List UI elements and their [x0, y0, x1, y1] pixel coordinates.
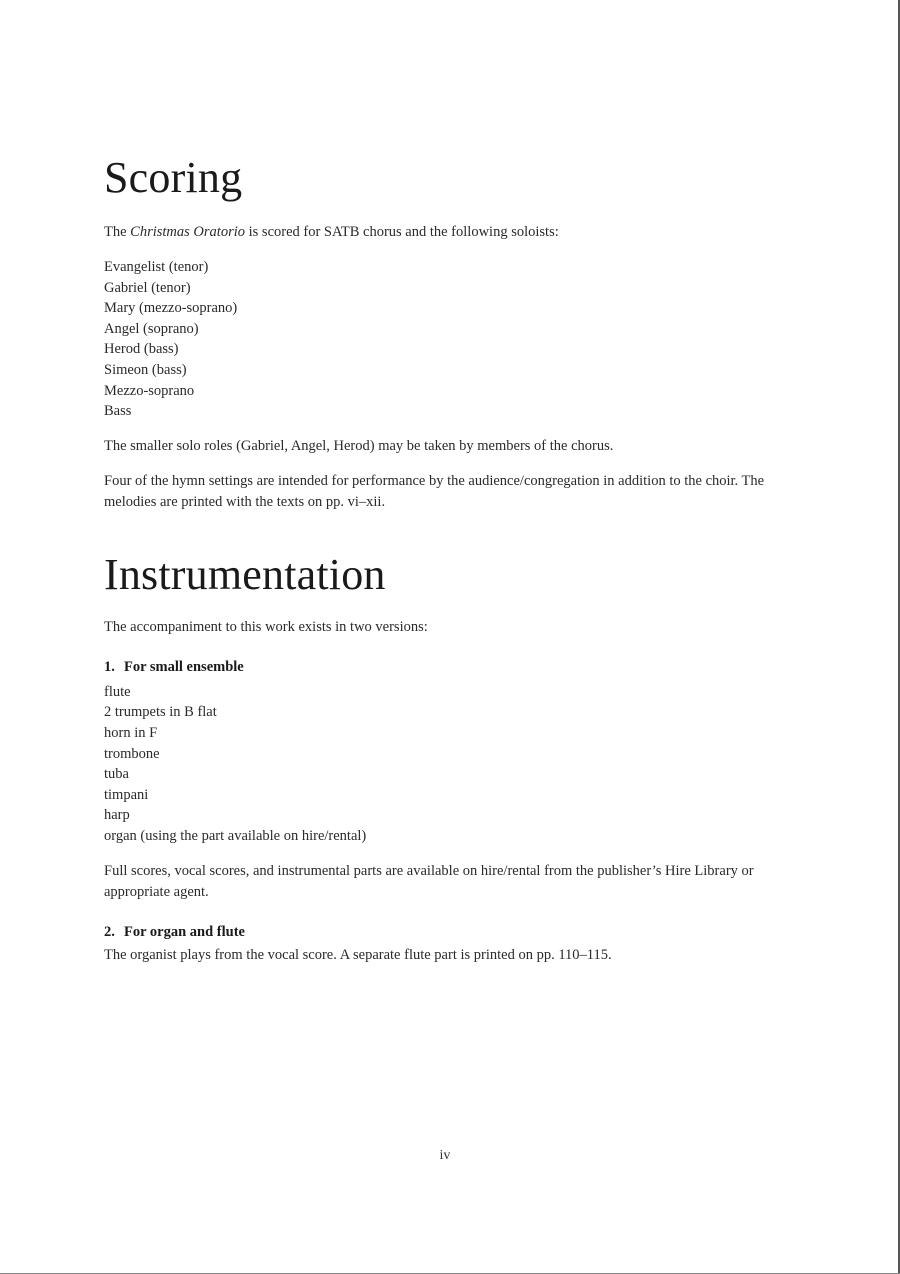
scoring-intro: [104, 222, 804, 243]
hymns-note: Four of the hymn settings are intended for performance by the audience/congregation in addition to the choir. The melodies are printed with the texts on pp. vi–xii.: [104, 472, 765, 510]
instrument-item: timpani: [104, 786, 149, 803]
instrument-item: trombone: [104, 745, 160, 762]
instrument-item: organ (using the part available on hire/rental): [104, 827, 367, 844]
page-content: [104, 150, 804, 966]
instrument-item: harp: [104, 807, 130, 824]
hire-library-note: Full scores, vocal scores, and instrumental parts are available on hire/rental from the publisher’s Hire Library or appropriate agent.: [104, 862, 754, 900]
instrument-item: 2 trumpets in B flat: [104, 704, 217, 721]
instrument-item: horn in F: [104, 724, 158, 741]
soloist-item: Simeon (bass): [104, 361, 187, 378]
organ-flute-note: The organist plays from the vocal score. A separate flute part is printed on pp. 110–115.: [104, 946, 612, 963]
soloist-item: Evangelist (tenor): [104, 259, 209, 275]
version-1-number: 1.: [104, 658, 115, 675]
page-number: iv: [439, 1148, 451, 1163]
instrumentation-heading: Instrumentation: [104, 549, 386, 599]
version-2-heading: [104, 922, 804, 942]
soloist-item: Angel (soprano): [104, 320, 199, 337]
soloist-item: Mezzo-soprano: [104, 382, 195, 399]
soloist-list: [104, 257, 804, 422]
version-1-heading: [104, 657, 804, 677]
version-1-title: For small ensemble: [124, 658, 244, 675]
instrument-item: flute: [104, 683, 131, 700]
scoring-intro-before: The: [104, 224, 131, 240]
ensemble-instrument-list: [104, 682, 804, 847]
soloist-item: Mary (mezzo-soprano): [104, 300, 238, 317]
soloist-item: Herod (bass): [104, 341, 179, 358]
soloist-item: Gabriel (tenor): [104, 279, 191, 296]
small-roles-note: The smaller solo roles (Gabriel, Angel, Herod) may be taken by members of the chorus.: [104, 437, 614, 454]
version-2-number: 2.: [104, 923, 115, 940]
work-title: Christmas Oratorio: [130, 224, 245, 240]
scoring-intro-after: is scored for SATB chorus and the following soloists:: [245, 224, 559, 240]
scoring-heading: Scoring: [104, 153, 243, 202]
instrumentation-intro: The accompaniment to this work exists in two versions:: [104, 618, 428, 635]
instrument-item: tuba: [104, 766, 129, 783]
soloist-item: Bass: [104, 403, 132, 420]
version-2-title: For organ and flute: [124, 923, 245, 940]
